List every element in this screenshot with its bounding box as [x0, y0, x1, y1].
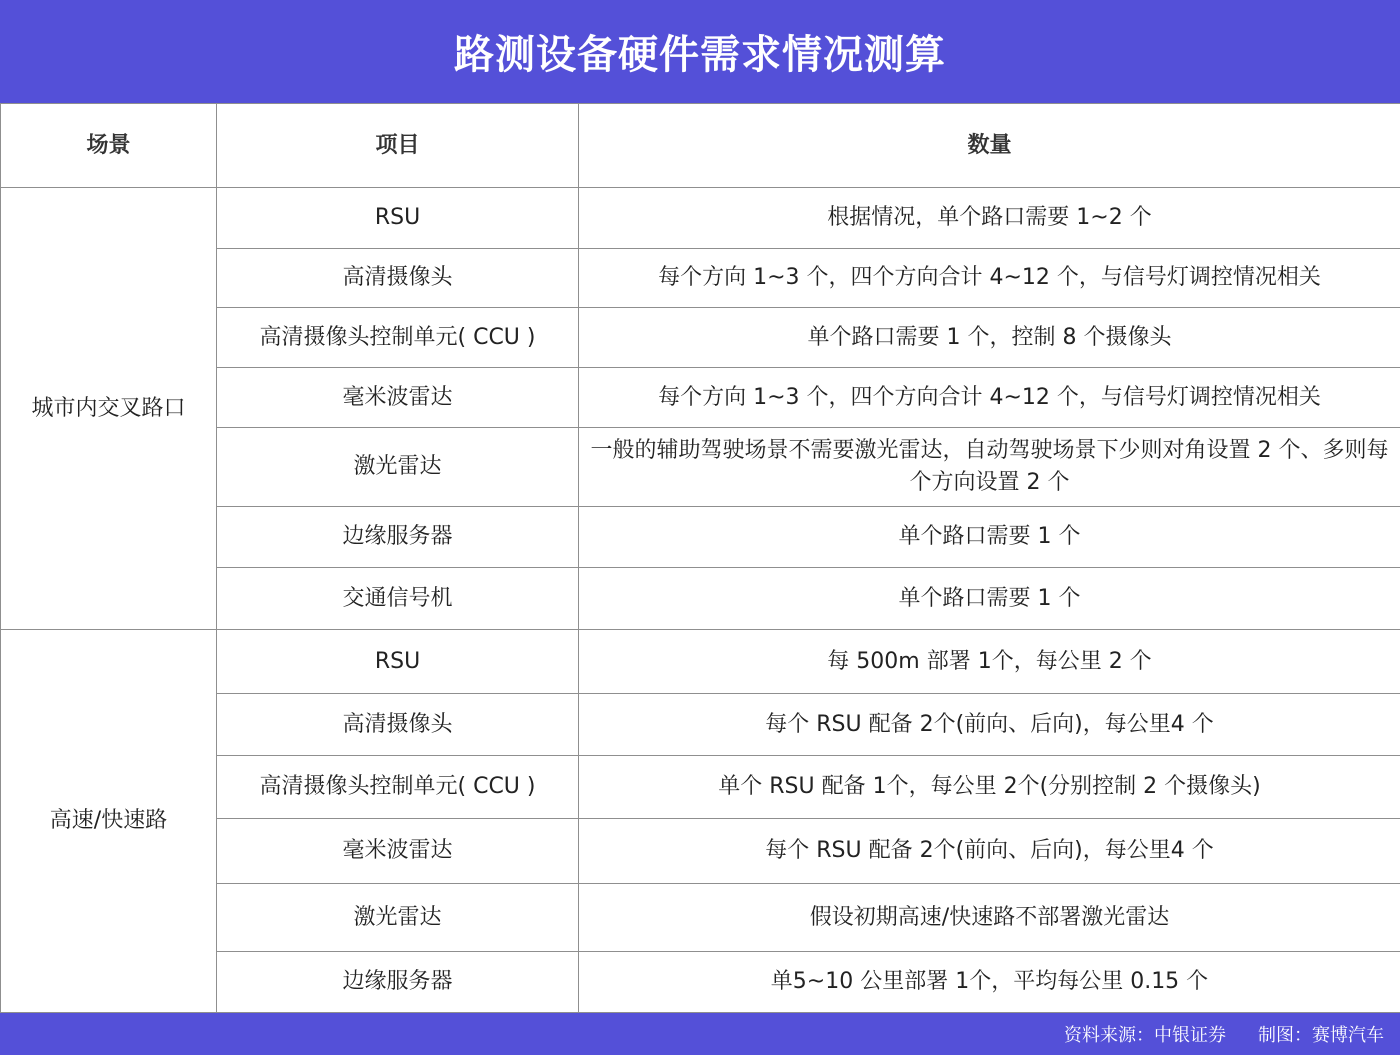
- quantity-cell: 每个方向 1~3 个，四个方向合计 4~12 个，与信号灯调控情况相关: [579, 249, 1400, 308]
- quantity-cell: 每 500m 部署 1个，每公里 2 个: [579, 630, 1400, 694]
- quantity-cell: 每个 RSU 配备 2个(前向、后向)，每公里4 个: [579, 819, 1400, 884]
- requirements-table: [0, 103, 1400, 1013]
- quantity-cell: 每个方向 1~3 个，四个方向合计 4~12 个，与信号灯调控情况相关: [579, 368, 1400, 428]
- item-cell: 激光雷达: [217, 884, 579, 952]
- quantity-cell: 单个 RSU 配备 1个，每公里 2个(分别控制 2 个摄像头): [579, 756, 1400, 819]
- item-cell: RSU: [217, 188, 579, 249]
- item-cell: 高清摄像头: [217, 249, 579, 308]
- quantity-cell: 单5~10 公里部署 1个，平均每公里 0.15 个: [579, 952, 1400, 1013]
- footer-credit: 制图：赛博汽车: [1258, 1025, 1384, 1046]
- item-cell: 交通信号机: [217, 568, 579, 630]
- title-bar: [0, 0, 1400, 103]
- item-cell: 高清摄像头控制单元( CCU ): [217, 756, 579, 819]
- item-cell: 毫米波雷达: [217, 819, 579, 884]
- header-row: [1, 104, 1400, 188]
- quantity-cell: 一般的辅助驾驶场景不需要激光雷达，自动驾驶场景下少则对角设置 2 个、多则每个方向设置 2 个: [579, 428, 1400, 507]
- footer-bar: [0, 1013, 1400, 1055]
- header-item: 项目: [217, 104, 579, 188]
- item-cell: 激光雷达: [217, 428, 579, 507]
- quantity-cell: 单个路口需要 1 个: [579, 507, 1400, 568]
- item-cell: 毫米波雷达: [217, 368, 579, 428]
- quantity-cell: 根据情况，单个路口需要 1~2 个: [579, 188, 1400, 249]
- item-cell: 边缘服务器: [217, 507, 579, 568]
- item-cell: 高清摄像头控制单元( CCU ): [217, 308, 579, 368]
- quantity-cell: 每个 RSU 配备 2个(前向、后向)，每公里4 个: [579, 694, 1400, 756]
- scene-cell-highway: 高速/快速路: [1, 630, 217, 1013]
- item-cell: 边缘服务器: [217, 952, 579, 1013]
- header-quantity: 数量: [579, 104, 1400, 188]
- quantity-cell: 单个路口需要 1 个，控制 8 个摄像头: [579, 308, 1400, 368]
- scene-cell-urban: 城市内交叉路口: [1, 188, 217, 630]
- item-cell: RSU: [217, 630, 579, 694]
- header-scene: 场景: [1, 104, 217, 188]
- table-row: [1, 630, 1400, 694]
- item-cell: 高清摄像头: [217, 694, 579, 756]
- footer-source: 资料来源：中银证券: [1064, 1025, 1226, 1046]
- quantity-cell: 假设初期高速/快速路不部署激光雷达: [579, 884, 1400, 952]
- quantity-cell: 单个路口需要 1 个: [579, 568, 1400, 630]
- table-row: [1, 188, 1400, 249]
- page-title: 路测设备硬件需求情况测算: [454, 32, 946, 78]
